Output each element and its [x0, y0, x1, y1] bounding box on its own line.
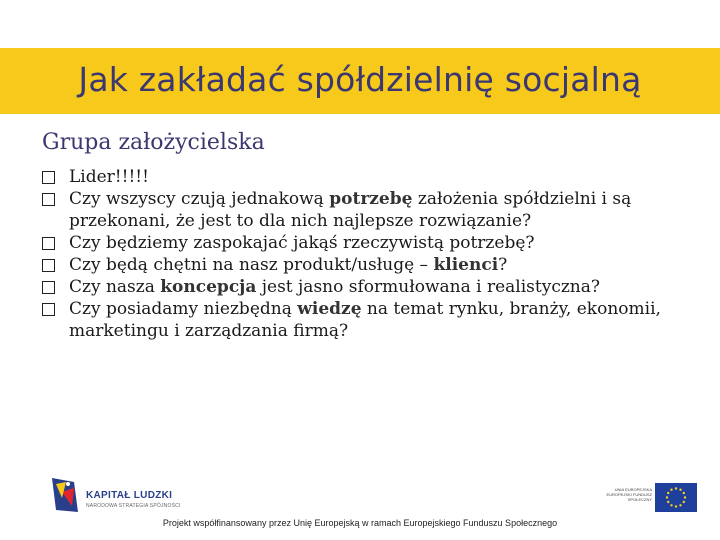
- bullet-emphasis: potrzebę: [329, 189, 413, 209]
- checkbox-bullet-icon: [42, 281, 55, 294]
- bullet-emphasis: klienci: [433, 255, 499, 275]
- eu-star: [679, 489, 681, 491]
- eu-star: [670, 504, 672, 506]
- bullet-item: [42, 166, 682, 188]
- bullet-text: Czy posiadamy niezbędną: [69, 299, 298, 319]
- bullet-emphasis: koncepcja: [160, 277, 257, 297]
- bullet-text: Czy będą chętni na nasz produkt/usługę –: [69, 255, 434, 275]
- eu-star: [667, 501, 669, 503]
- eu-star: [667, 492, 669, 494]
- bullet-text: Czy wszyscy czują jednakową: [69, 189, 330, 209]
- logo-left-name: KAPITAŁ LUDZKI: [86, 490, 173, 501]
- bullet-text: założenia spółdzielni i są przekonani, że jest to dla nich najlepsze rozwiązanie?: [69, 189, 632, 231]
- eu-star: [679, 504, 681, 506]
- eu-star: [683, 501, 685, 503]
- bullet-text: jest jasno sformułowana i realistyczna?: [256, 277, 600, 297]
- bullet-emphasis: wiedzę: [297, 299, 362, 319]
- bullet-text: Lider!!!!!: [69, 167, 149, 187]
- eu-star: [684, 496, 686, 498]
- bullet-text: na temat rynku, branży, ekonomii, marketingu i zarządzania firmą?: [69, 299, 661, 341]
- checkbox-bullet-icon: [42, 171, 55, 184]
- logo-star: [66, 482, 70, 486]
- bullet-item: [42, 188, 682, 232]
- eu-flag-icon: [655, 483, 697, 512]
- eu-star: [675, 487, 677, 489]
- eu-star: [670, 489, 672, 491]
- bullet-item: [42, 254, 682, 276]
- eu-logo-text: UNIA EUROPEJSKA EUROPEJSKI FUNDUSZ SPOŁECZNY: [606, 487, 652, 502]
- section-subtitle: Grupa założycielska: [42, 130, 265, 155]
- bullet-item: [42, 232, 682, 254]
- checkbox-bullet-icon: [42, 237, 55, 250]
- eu-star: [666, 496, 668, 498]
- bullet-text: Czy nasza: [69, 277, 161, 297]
- bullet-text: ?: [498, 255, 508, 275]
- checkbox-bullet-icon: [42, 193, 55, 206]
- bullet-list: [42, 166, 682, 342]
- eu-star: [675, 505, 677, 507]
- slide-title: Jak zakładać spółdzielnię socjalną: [78, 60, 642, 99]
- title-bar: [0, 48, 720, 114]
- checkbox-bullet-icon: [42, 303, 55, 316]
- eu-star: [683, 492, 685, 494]
- bullet-text: Czy będziemy zaspokajać jakąś rzeczywistą potrzebę?: [69, 233, 535, 253]
- logo-left-subtitle: NARODOWA STRATEGIA SPÓJNOŚCI: [86, 503, 181, 509]
- bullet-item: [42, 276, 682, 298]
- footer-note: Projekt współfinansowany przez Unię Europejską w ramach Europejskiego Funduszu Społecznego: [162, 518, 558, 528]
- bullet-item: [42, 298, 682, 342]
- checkbox-bullet-icon: [42, 259, 55, 272]
